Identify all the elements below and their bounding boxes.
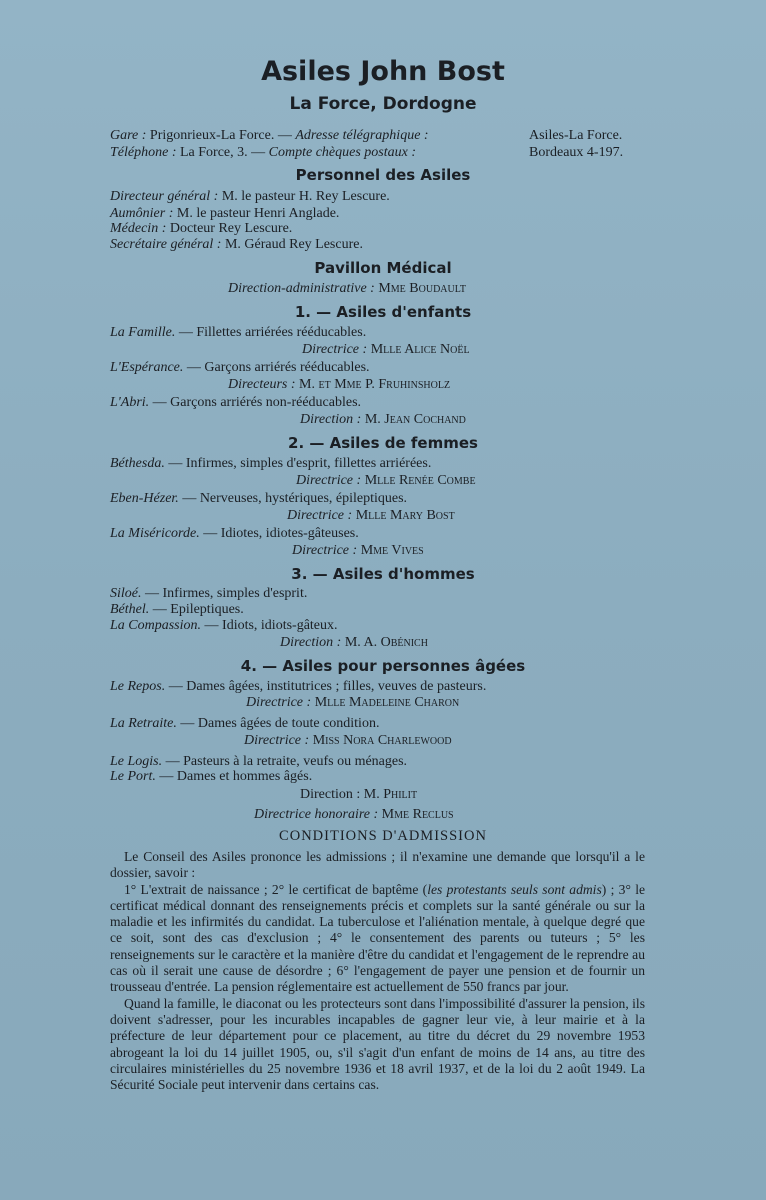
director-line [246,694,459,711]
conditions-text [110,849,645,1093]
institution-desc: — Idiots, idiots-gâteux. [204,618,338,633]
director-value: Mlle Mary Bost [355,508,455,523]
institution-desc: — Dames et hommes âgés. [159,769,313,784]
director-label: Directrice : [302,342,368,357]
institution-desc: — Infirmes, simples d'esprit. [145,586,308,601]
pavillon-label: Direction-administrative : [228,281,375,296]
institution-line [110,601,244,618]
director-line [296,472,476,489]
institution-line [110,715,379,732]
director-label: Directrice : [244,733,310,748]
director-line [292,542,424,559]
institution-name: La Retraite. [110,716,177,731]
institution-name: L'Abri. [110,395,150,410]
institution-desc: — Epileptiques. [152,602,244,617]
compte-value: Bordeaux 4-197. [529,145,624,160]
personnel-label: Aumônier : [110,206,174,221]
page-title: Asiles John Bost [261,56,505,87]
honorary-label: Directrice honoraire : [254,807,379,822]
pavillon-heading: Pavillon Médical [314,259,452,277]
director-line [300,411,466,428]
conditions-paragraph-2-italic: les protestants seuls sont admis [427,881,602,897]
institution-name: Le Logis. [110,754,163,769]
personnel-value: M. Géraud Rey Lescure. [224,237,363,252]
section-heading-3: 3. — Asiles d'hommes [291,565,475,583]
contact-line-2 [110,144,416,161]
institution-desc: — Dames âgées de toute condition. [180,716,380,731]
institution-name: Le Port. [110,769,156,784]
telephone-value: La Force, 3. — [179,145,266,160]
institution-desc: — Idiotes, idiotes-gâteuses. [203,526,359,541]
section-heading-2: 2. — Asiles de femmes [288,434,478,452]
telephone-label: Téléphone : [110,145,177,160]
adresse-label: Adresse télégraphique : [295,128,429,143]
institution-desc: — Fillettes arriérées rééducables. [178,325,367,340]
director-line [300,786,417,803]
director-label: Directrice : [287,508,353,523]
personnel-label: Secrétaire général : [110,237,222,252]
institution-desc: — Garçons arriérés non-rééducables. [152,395,362,410]
director-line [244,732,452,749]
institution-line [110,525,359,542]
institution-line [110,490,407,507]
institution-name: Eben-Hézer. [110,491,179,506]
institution-name: La Famille. [110,325,176,340]
director-value: Mlle Madeleine Charon [314,695,460,710]
director-label: Directeurs : [228,377,296,392]
director-line [302,341,470,358]
institution-desc: — Garçons arriérés rééducables. [186,360,370,375]
conditions-paragraph-1: Le Conseil des Asiles prononce les admissions ; il n'examine une demande que lorsqu'il a le dossier, savoir : [110,849,645,881]
institution-desc: — Dames âgées, institutrices ; filles, veuves de pasteurs. [168,679,487,694]
institution-line [110,768,312,785]
personnel-label: Directeur général : [110,189,219,204]
institution-name: La Miséricorde. [110,526,200,541]
institution-name: La Compassion. [110,618,202,633]
personnel-row [110,220,292,237]
gare-value: Prigonrieux-La Force. — [149,128,292,143]
director-line [228,376,450,393]
section-heading-1: 1. — Asiles d'enfants [294,303,472,321]
institution-line [110,324,366,341]
director-label: Directrice : [246,695,312,710]
director-line [280,634,428,651]
institution-line [110,585,307,602]
director-value: Mme Vives [360,543,424,558]
conditions-heading: CONDITIONS D'ADMISSION [279,828,487,844]
institution-name: Siloé. [110,586,142,601]
pavillon-direction [228,280,466,297]
director-label: Direction : [280,635,342,650]
page-subtitle: La Force, Dordogne [289,94,477,114]
compte-label: Compte chèques postaux : [268,145,416,160]
director-value: Mlle Renée Combe [364,473,476,488]
personnel-row [110,236,363,253]
conditions-paragraph-2 [110,882,645,996]
personnel-heading: Personnel des Asiles [295,166,471,184]
institution-name: Béthesda. [110,456,165,471]
personnel-value: Docteur Rey Lescure. [169,221,293,236]
director-line [287,507,455,524]
personnel-row [110,188,390,205]
adresse-value: Asiles-La Force. [529,128,623,143]
honorary-director-line [254,806,454,823]
director-value: M. Jean Cochand [364,412,466,427]
institution-desc: — Infirmes, simples d'esprit, fillettes arriérées. [168,456,432,471]
pavillon-value: Mme Boudault [378,281,467,296]
director-label: Directrice : [296,473,362,488]
director-label: Directrice : [292,543,358,558]
honorary-value: Mme Reclus [381,807,454,822]
institution-desc: — Nerveuses, hystériques, épileptiques. [182,491,408,506]
section-heading-4: 4. — Asiles pour personnes âgées [240,657,526,675]
personnel-label: Médecin : [110,221,167,236]
institution-name: Le Repos. [110,679,166,694]
director-value: M. A. Obénich [344,635,428,650]
director-value: Miss Nora Charlewood [312,733,452,748]
institution-name: Béthel. [110,602,150,617]
institution-desc: — Pasteurs à la retraite, veufs ou ménages. [165,754,408,769]
contact-line-1 [110,127,429,144]
director-label: Direction : [300,787,361,802]
director-value: Mlle Alice Noël [370,342,470,357]
personnel-value: M. le pasteur H. Rey Lescure. [221,189,390,204]
institution-line [110,678,486,695]
personnel-value: M. le pasteur Henri Anglade. [176,206,340,221]
institution-line [110,617,338,634]
institution-line [110,455,431,472]
conditions-paragraph-3: Quand la famille, le diaconat ou les protecteurs sont dans l'impossibilité d'assurer la pension, ils doivent s'adresser, pour les incurables incapables de gagner leur vie, à leur mairie et à la préfecture de leur département pour ce placement, au titre du décret du 29 novembre 1953 abrogeant la loi du 14 juillet 1905, ou, s'il s'agit d'un enfant de moins de 14 ans, au titre des circulaires ministérielles du 25 novembre 1936 et 18 avril 1937, et de la loi du 2 août 1949. La Sécurité Sociale peut intervenir dans certains cas. [110,995,645,1093]
institution-line [110,394,361,411]
institution-name: L'Espérance. [110,360,184,375]
director-value: M. Philit [363,787,418,802]
director-label: Direction : [300,412,362,427]
conditions-paragraph-2-start: 1° L'extrait de naissance ; 2° le certificat de baptême ( [124,881,428,897]
conditions-paragraph-2-end: ) ; 3° le certificat médical donnant des renseignements précis et complets sur la santé générale ou sur la maladie et les infirmités du candidat. La tuberculose et l'aliénation mentale, à quelque degré que ce soit, sont des cas d'exclusion ; 4° le consentement des parents ou tuteurs ; 5° les renseignements sur le caractère et la manière d'être du candidat et l'engagement de le reprendre au cas où il serait une cause de désordre ; 6° l'engagement de payer une pension et de fournir un trousseau d'entrée. La pension réglementaire est actuellement de 550 francs par jour. [110,881,646,995]
director-value: M. et Mme P. Fruhinsholz [299,377,451,392]
institution-line [110,359,370,376]
gare-label: Gare : [110,128,147,143]
